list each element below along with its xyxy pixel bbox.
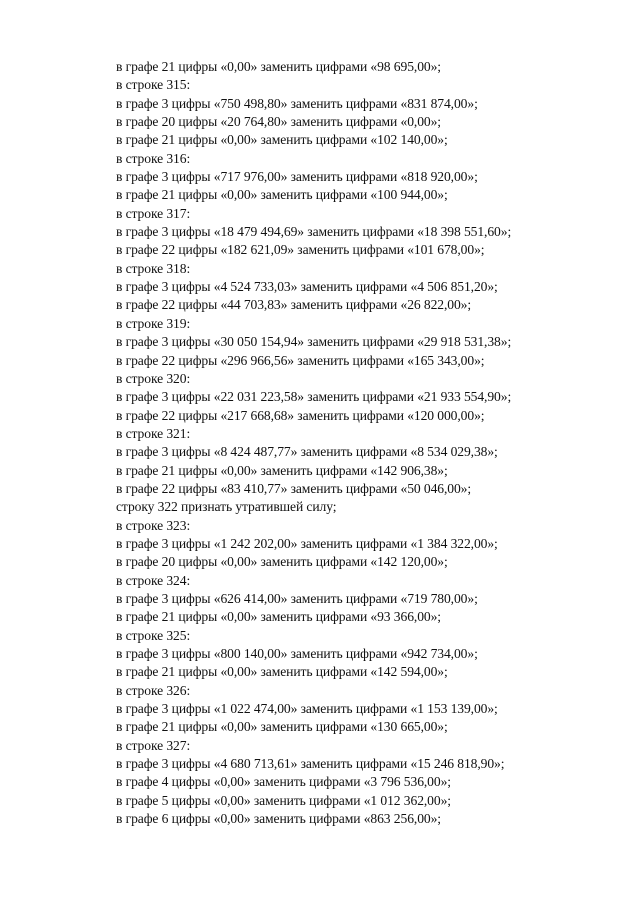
- text-line: в графе 3 цифры «4 524 733,03» заменить цифрами «4 506 851,20»;: [116, 279, 498, 295]
- text-line: в графе 21 цифры «0,00» заменить цифрами «98 695,00»;: [116, 59, 441, 74]
- text-line: в графе 3 цифры «717 976,00» заменить цифрами «818 920,00»;: [116, 169, 478, 185]
- text-line: в строке 315:: [116, 77, 191, 93]
- text-line: в строке 325:: [116, 627, 191, 643]
- text-line: в графе 6 цифры «0,00» заменить цифрами «863 256,00»;: [116, 811, 441, 827]
- text-line: в графе 20 цифры «0,00» заменить цифрами «142 120,00»;: [116, 554, 448, 570]
- text-line: в строке 319:: [116, 315, 191, 331]
- text-line: в графе 20 цифры «20 764,80» заменить цифрами «0,00»;: [116, 114, 441, 130]
- text-line: в строке 317:: [116, 205, 191, 221]
- text-line: в графе 21 цифры «0,00» заменить цифрами «102 140,00»;: [116, 132, 448, 148]
- text-line: в графе 3 цифры «750 498,80» заменить цифрами «831 874,00»;: [116, 95, 478, 111]
- text-line: в строке 323:: [116, 517, 191, 533]
- text-line: в графе 3 цифры «30 050 154,94» заменить цифрами «29 918 531,38»;: [116, 334, 512, 350]
- text-line: в графе 3 цифры «4 680 713,61» заменить цифрами «15 246 818,90»;: [116, 756, 505, 772]
- text-line: в строке 321:: [116, 425, 191, 441]
- text-line: в графе 3 цифры «1 022 474,00» заменить цифрами «1 153 139,00»;: [116, 701, 498, 717]
- text-line: в графе 21 цифры «0,00» заменить цифрами «100 944,00»;: [116, 187, 448, 203]
- text-line: в графе 4 цифры «0,00» заменить цифрами «3 796 536,00»;: [116, 774, 451, 790]
- text-line: в строке 316:: [116, 150, 191, 166]
- text-line: в графе 21 цифры «0,00» заменить цифрами «93 366,00»;: [116, 609, 441, 625]
- document-text-block: [116, 58, 586, 828]
- text-line: в графе 3 цифры «626 414,00» заменить цифрами «719 780,00»;: [116, 590, 478, 606]
- text-line: в графе 21 цифры «0,00» заменить цифрами «142 906,38»;: [116, 462, 448, 478]
- text-line: в строке 320:: [116, 370, 191, 386]
- text-line: в графе 22 цифры «44 703,83» заменить цифрами «26 822,00»;: [116, 297, 472, 313]
- text-line: в строке 326:: [116, 682, 191, 698]
- text-line: в графе 3 цифры «1 242 202,00» заменить цифрами «1 384 322,00»;: [116, 535, 498, 551]
- text-line: в графе 21 цифры «0,00» заменить цифрами «142 594,00»;: [116, 664, 448, 680]
- text-line: в графе 5 цифры «0,00» заменить цифрами «1 012 362,00»;: [116, 792, 451, 808]
- text-line: в графе 3 цифры «8 424 487,77» заменить цифрами «8 534 029,38»;: [116, 444, 498, 460]
- text-line: строку 322 признать утратившей силу;: [116, 499, 337, 515]
- text-line: в строке 324:: [116, 572, 191, 588]
- text-line: в графе 22 цифры «83 410,77» заменить цифрами «50 046,00»;: [116, 480, 472, 496]
- text-line: в строке 327:: [116, 737, 191, 753]
- text-line: в графе 22 цифры «217 668,68» заменить цифрами «120 000,00»;: [116, 407, 485, 423]
- text-line: в графе 21 цифры «0,00» заменить цифрами «130 665,00»;: [116, 719, 448, 735]
- text-line: в строке 318:: [116, 260, 191, 276]
- text-line: в графе 3 цифры «800 140,00» заменить цифрами «942 734,00»;: [116, 646, 478, 661]
- text-line: в графе 3 цифры «22 031 223,58» заменить цифрами «21 933 554,90»;: [116, 389, 512, 405]
- text-line: в графе 22 цифры «296 966,56» заменить цифрами «165 343,00»;: [116, 352, 485, 368]
- text-line: в графе 22 цифры «182 621,09» заменить цифрами «101 678,00»;: [116, 242, 485, 258]
- text-line: в графе 3 цифры «18 479 494,69» заменить цифрами «18 398 551,60»;: [116, 224, 512, 240]
